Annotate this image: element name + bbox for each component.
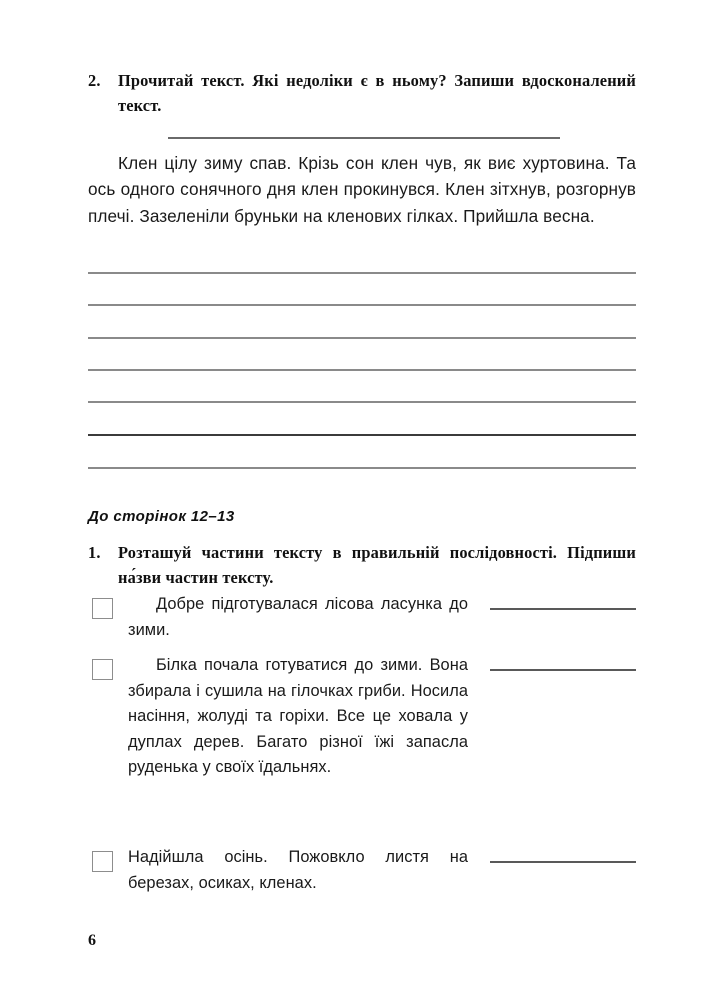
writing-line[interactable] xyxy=(88,434,636,436)
exercise-2-heading xyxy=(88,68,636,118)
list-item-text: Добре підготувалася лісова ласунка до зими. xyxy=(128,595,468,639)
writing-line[interactable] xyxy=(88,467,636,469)
exercise-2-instruction: Прочитай текст. Які недоліки є в ньому? Запиши вдосконалений текст. xyxy=(118,71,636,115)
writing-line[interactable] xyxy=(88,337,636,339)
writing-line[interactable] xyxy=(88,304,636,306)
order-checkbox[interactable] xyxy=(92,659,113,680)
part-name-answer-line[interactable] xyxy=(490,608,636,610)
order-checkbox[interactable] xyxy=(92,598,113,619)
exercise-2-number: 2. xyxy=(88,71,101,90)
section-label: До сторінок 12–13 xyxy=(88,508,235,525)
writing-line[interactable] xyxy=(88,369,636,371)
heading-divider xyxy=(168,137,560,139)
list-item-text: Надійшла осінь. Пожовкло листя на березах, осиках, кленах. xyxy=(128,848,468,892)
list-item-text: Білка почала готуватися до зими. Вона збирала і сушила на гілочках гриби. Носила насіння, жолуді та горіхи. Все це ховала у дуплах дерев. Багато різної їжі запасла руденька у своїх їдальнях. xyxy=(128,656,468,777)
writing-line[interactable] xyxy=(88,272,636,274)
exercise-1-instruction: Розташуй частини тексту в правильній послідовності. Підпиши на́зви частин тексту. xyxy=(118,543,636,587)
order-checkbox[interactable] xyxy=(92,851,113,872)
writing-line[interactable] xyxy=(88,401,636,403)
exercise-1-number: 1. xyxy=(88,543,101,562)
part-name-answer-line[interactable] xyxy=(490,861,636,863)
part-name-answer-line[interactable] xyxy=(490,669,636,671)
exercise-1-heading xyxy=(88,540,636,590)
exercise-2-passage: Клен цілу зиму спав. Крізь сон клен чув, як виє хуртовина. Та ось одного сонячного дня клен прокинувся. Клен зітхнув, розгорнув плечі. Зазеленіли бруньки на кленових гілках. Прийшла весна. xyxy=(88,153,636,226)
page-number: 6 xyxy=(88,932,96,949)
